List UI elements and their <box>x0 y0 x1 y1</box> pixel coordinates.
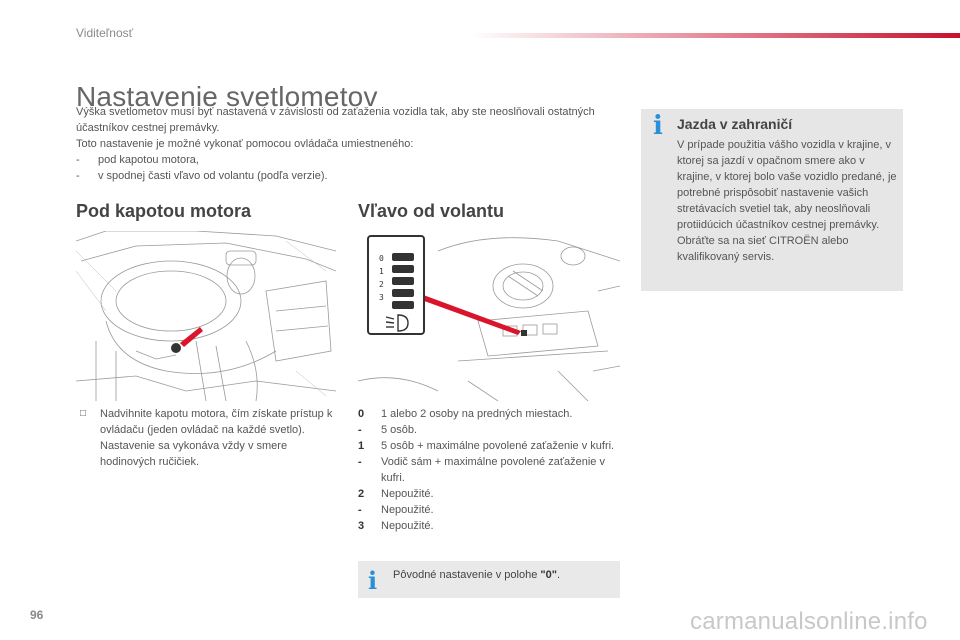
info-box-title: Jazda v zahraničí <box>677 116 793 132</box>
left-heading: Pod kapotou motora <box>76 201 251 221</box>
page-title: Nastavenie svetlometov <box>76 80 378 112</box>
left-instruction <box>80 406 340 470</box>
dashboard-illustration <box>358 231 620 401</box>
intro-item <box>76 152 616 168</box>
engine-bay-illustration <box>76 231 336 401</box>
header-accent-bar <box>470 33 960 38</box>
intro-text <box>76 104 616 184</box>
section-label: Viditeľnosť <box>76 26 134 40</box>
intro-item-dash: - <box>76 154 80 166</box>
position-key: - <box>358 424 362 436</box>
position-key: 1 <box>358 440 365 452</box>
dial-label: 2 <box>379 280 384 289</box>
position-row <box>358 518 620 534</box>
note-text-before: Pôvodné nastavenie v polohe <box>393 569 541 581</box>
position-row <box>358 502 620 518</box>
intro-item-dash: - <box>76 170 80 182</box>
intro-item-text: pod kapotou motora, <box>98 154 199 166</box>
instruction-bullet-icon: □ <box>80 408 87 419</box>
dial-location-marker <box>521 330 527 336</box>
note-text <box>393 569 560 581</box>
position-text: Nepoužité. <box>381 520 434 532</box>
note-text-after: . <box>556 569 561 581</box>
position-key: - <box>358 456 362 468</box>
middle-heading: Vľavo od volantu <box>358 201 504 221</box>
position-text: 1 alebo 2 osoby na predných miestach. <box>381 408 573 420</box>
position-row <box>358 454 620 486</box>
headlamp-adjuster-knob <box>171 343 181 353</box>
position-key: 0 <box>358 408 365 420</box>
position-row <box>358 406 620 422</box>
position-row <box>358 438 620 454</box>
position-list <box>358 406 620 534</box>
info-icon: i <box>368 566 378 595</box>
position-text: 5 osôb + maximálne povolené zaťaženie v kufri. <box>381 440 615 452</box>
info-box-paragraph: Obráťte sa na sieť CITROËN alebo kvalifikovaný servis. <box>677 235 849 263</box>
engine-bay-drawing <box>76 231 336 401</box>
intro-line-1: Výška svetlometov musí byť nastavená v závislosti od zaťaženia vozidla tak, aby ste neoslňovali ostatných účastníkov cestnej premávky. <box>76 106 595 134</box>
info-icon: i <box>653 111 663 141</box>
intro-item-text: v spodnej časti vľavo od volantu (podľa verzie). <box>98 170 328 182</box>
watermark: carmanualsonline.info <box>690 608 928 635</box>
intro-line-2: Toto nastavenie je možné vykonať pomocou ovládača umiestneného: <box>76 138 414 150</box>
position-text: Nepoužité. <box>381 488 434 500</box>
dial-label: 1 <box>379 267 384 276</box>
position-text: Nepoužité. <box>381 504 434 516</box>
intro-item <box>76 168 616 184</box>
info-box-paragraph: V prípade použitia vášho vozidla v krajine, v ktorej sa jazdí v opačnom smere ako v krajine, v ktorej bolo vaše vozidlo predané, je potrebné prispôsobiť nastavenie vašich stretávacích svetiel tak, aby neoslňovali protiidúcich účastníkov cestnej premávky. <box>677 139 897 231</box>
position-key: - <box>358 504 362 516</box>
dial-label: 0 <box>379 254 384 263</box>
left-instruction-text: Nadvihnite kapotu motora, čím získate prístup k ovládaču (jeden ovládač na každé svetlo). Nastavenie sa vykonáva vždy v smere hodinových ručičiek. <box>100 408 333 468</box>
abroad-info-box <box>641 109 903 291</box>
position-row <box>358 486 620 502</box>
position-key: 2 <box>358 488 365 500</box>
info-box-text <box>677 137 897 265</box>
position-row <box>358 422 620 438</box>
dial-label: 3 <box>379 293 384 302</box>
position-text: 5 osôb. <box>381 424 418 436</box>
default-setting-note <box>358 561 620 598</box>
page-number: 96 <box>30 608 44 622</box>
position-key: 3 <box>358 520 365 532</box>
note-value: "0" <box>540 569 557 581</box>
position-text: Vodič sám + maximálne povolené zaťaženie v kufri. <box>381 456 605 484</box>
dashboard-drawing <box>358 231 620 401</box>
